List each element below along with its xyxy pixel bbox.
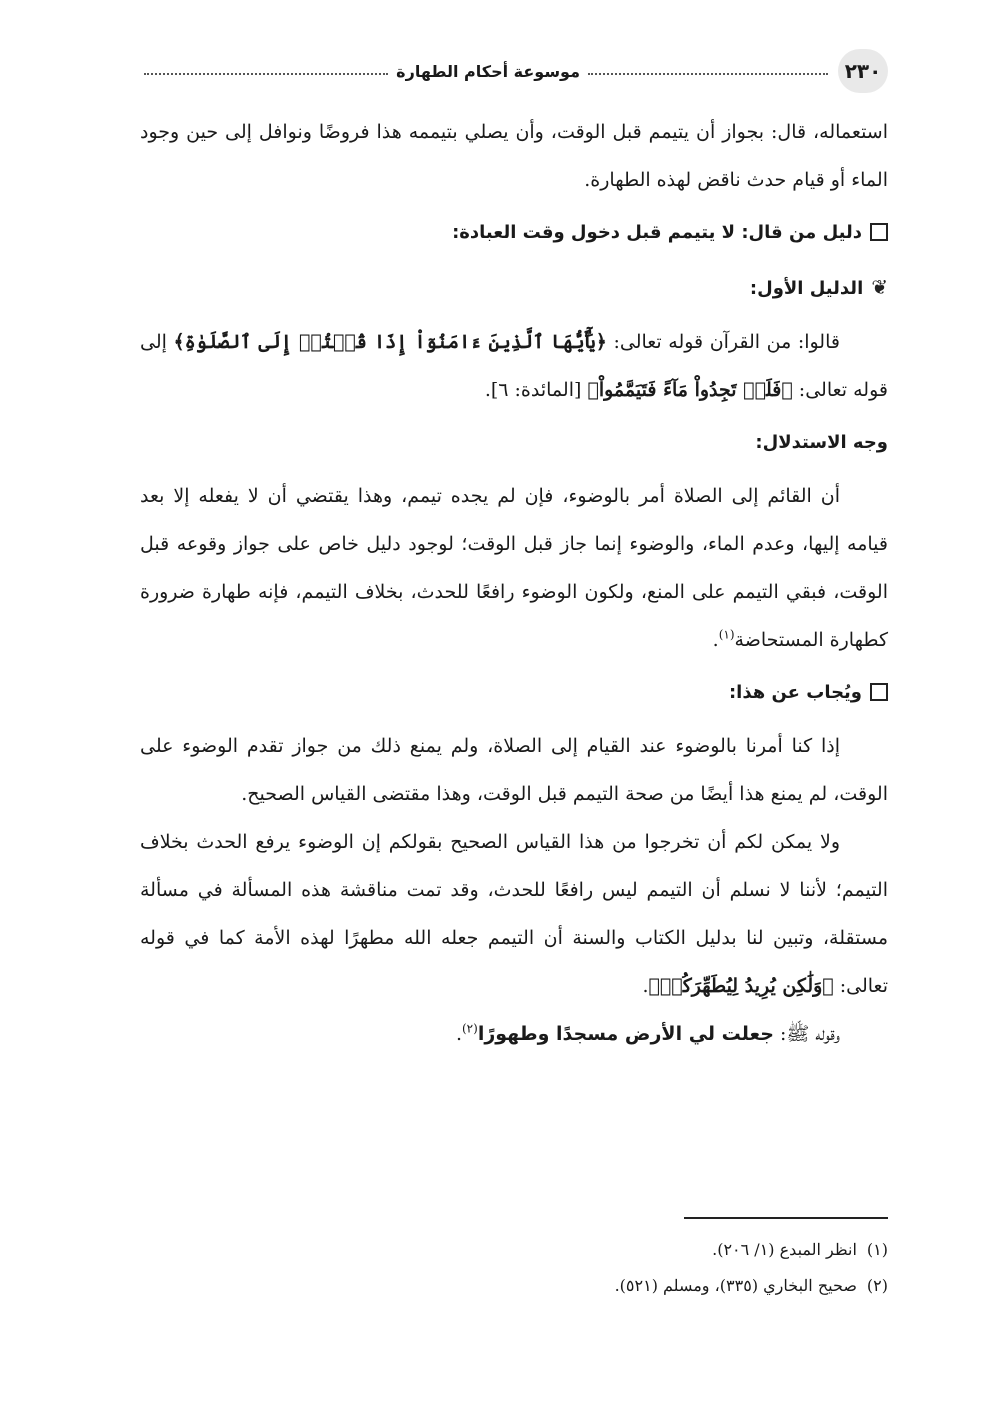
p3-end: . — [712, 629, 719, 651]
checkbox-square-icon — [870, 223, 888, 241]
footnote-1-number: (١) — [866, 1240, 888, 1259]
header-dots-left — [144, 73, 388, 75]
p5-text: ولا يمكن لكم أن تخرجوا من هذا القياس الصحيح بقولكم إن الوضوء يرفع الحدث بخلاف التيمم؛ لأننا لا نسلم أن التيمم ليس رافعًا للحدث، وقد تمت مناقشة هذه المسألة في مسألة مستقلة، وتبين لنا بدليل الكتاب والسنة أن التيمم جعله الله مطهرًا لهذه الأمة كما في قوله تعالى: — [140, 831, 888, 997]
paragraph-hadith — [140, 1010, 888, 1058]
p3-text: أن القائم إلى الصلاة أمر بالوضوء، فإن لم يجده تيمم، وهذا يقتضي أن لا يفعله إلا بعد قيامه إليها، وعدم الماء، والوضوء إنما جاز قبل الوقت؛ لوجود دليل خاص على جواز وقوعه قبل الوقت، فبقي التيمم على المنع، ولكون الوضوء رافعًا للحدث، بخلاف التيمم، فإنه طهارة ضرورة كطهارة المستحاضة — [140, 485, 888, 651]
page-header — [144, 48, 888, 94]
paragraph-inference — [140, 472, 888, 664]
p2-text2: إلى قوله تعالى: — [140, 331, 888, 401]
heading-first-evidence-text: الدليل الأول: — [749, 278, 864, 299]
heading-evidence-text: دليل من قال: لا يتيمم قبل دخول وقت العبادة: — [452, 222, 862, 243]
running-title: موسوعة أحكام الطهارة — [396, 61, 580, 81]
surah-reference: [المائدة: ٦]. — [484, 379, 588, 401]
footnote-separator — [684, 1217, 888, 1219]
quran-verse-3: ﴿وَلَٰكِن يُرِيدُ لِيُطَهِّرَكُمۡ﴾ — [648, 975, 834, 997]
paragraph-1: استعماله، قال: بجواز أن يتيمم قبل الوقت، وأن يصلي بتيممه هذا فروضًا ونوافل إلى حين وجود الماء أو قيام حدث ناقض لهذه الطهارة. — [140, 121, 888, 191]
paragraph-response: إذا كنا أمرنا بالوضوء عند القيام إلى الصلاة، ولم يمنع ذلك من جواز تقدم الوضوء على الوقت، لم يمنع هذا أيضًا من صحة التيمم قبل الوقت، وهذا مقتضى القياس الصحيح. — [140, 735, 888, 805]
footnote-ref-2: (٢) — [461, 1021, 478, 1036]
footnote-2-number: (٢) — [866, 1276, 888, 1295]
heading-response — [140, 668, 888, 718]
checkbox-square-icon — [870, 683, 888, 701]
p6-text: وقوله ﷺ: — [773, 1023, 840, 1045]
leaf-ornament-icon: ❦ — [871, 275, 888, 299]
footnote-1 — [140, 1232, 888, 1268]
footnote-2 — [140, 1268, 888, 1304]
heading-inference: وجه الاستدلال: — [755, 432, 888, 453]
heading-first-evidence — [140, 262, 888, 314]
footnote-ref-1: (١) — [718, 627, 735, 642]
footnote-1-text: انظر المبدع (١/ ٢٠٦). — [712, 1240, 857, 1259]
p5-end: . — [642, 975, 649, 997]
heading-response-text: ويُجاب عن هذا: — [728, 682, 862, 703]
quran-verse-2: ﴿فَلَمۡ تَجِدُواْ مَآءً فَتَيَمَّمُواْ﴾ — [587, 379, 793, 401]
footnotes — [140, 1232, 888, 1304]
footnote-2-text: صحيح البخاري (٣٣٥)، ومسلم (٥٢١). — [614, 1276, 857, 1295]
page-number: ٢٣٠ — [838, 49, 888, 93]
page-body — [140, 108, 888, 1058]
p6-end: . — [455, 1023, 462, 1045]
p2-text1: قالوا: من القرآن قوله تعالى: — [606, 331, 840, 353]
header-dots-right — [588, 73, 828, 75]
hadith-text: جعلت لي الأرض مسجدًا وطهورًا — [477, 1023, 774, 1045]
heading-evidence — [140, 208, 888, 258]
paragraph-quran-citation — [140, 318, 888, 414]
quran-verse-1: ﴿يَٰٓأَيُّهَا ٱلَّذِينَ ءَامَنُوٓاْ إِذَا قُمۡتُمۡ إِلَى ٱلصَّلَوٰةِ﴾ — [173, 331, 607, 353]
paragraph-analogy — [140, 818, 888, 1010]
